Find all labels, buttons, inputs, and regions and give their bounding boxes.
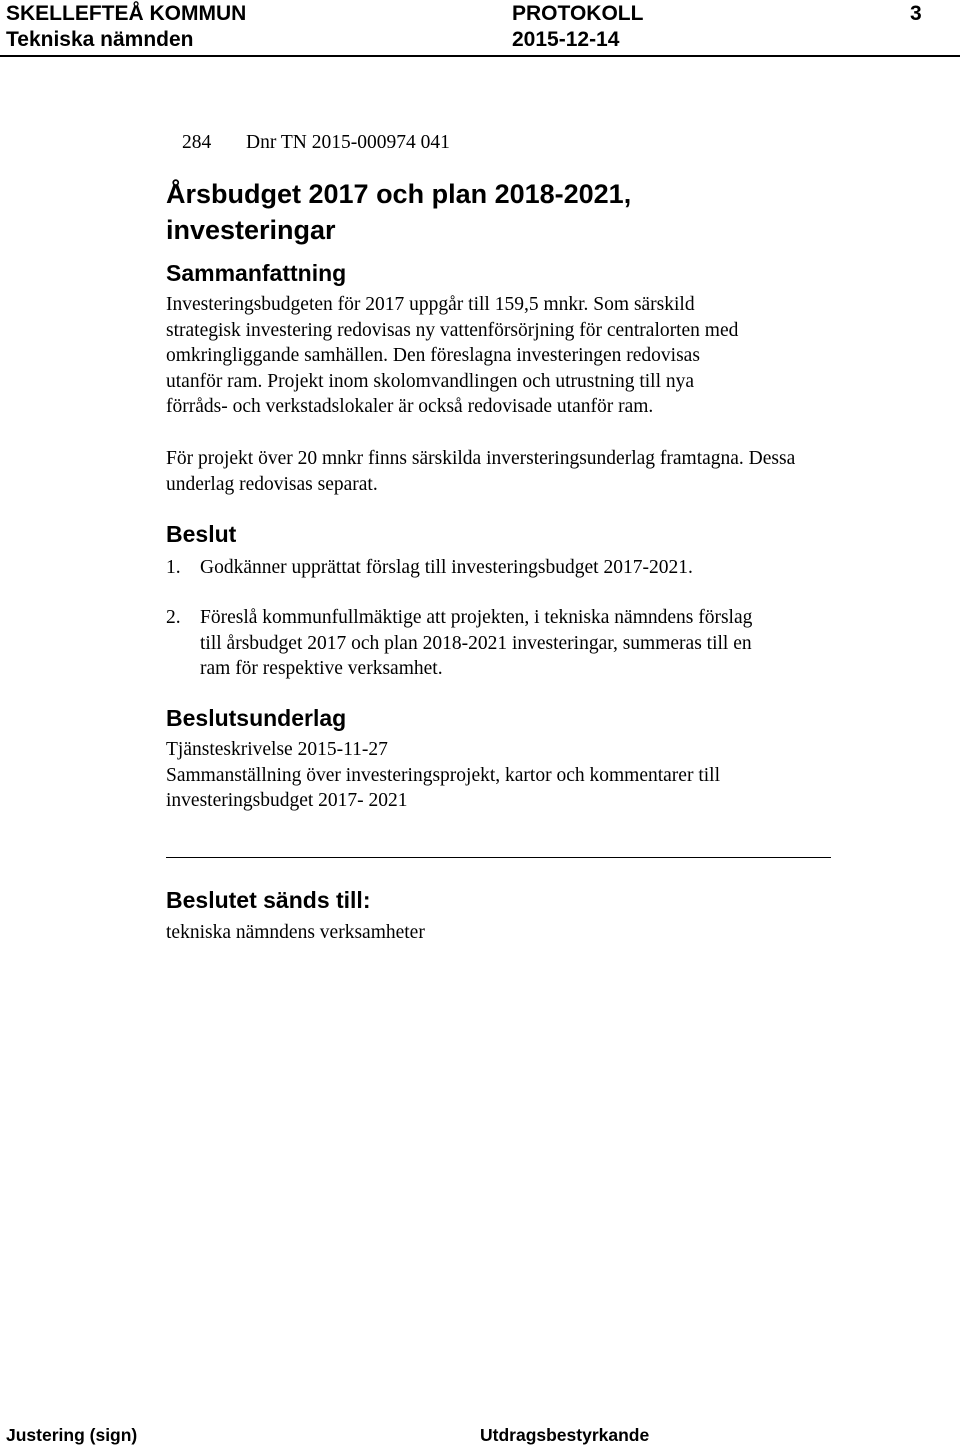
header-divider [0,55,960,57]
decision-item-number: 1. [166,557,181,578]
summary-line: förråds- och verkstadslokaler är också redovisade utanför ram. [166,396,654,417]
summary-line: Investeringsbudgeten för 2017 uppgår till 159,5 mnkr. Som särskild [166,294,695,315]
decision-item-text [200,605,752,682]
decision-item-1 [166,555,866,581]
decision-item-text: Godkänner upprättat förslag till investeringsbudget 2017-2021. [200,557,693,578]
summary-paragraph-1 [166,292,738,420]
paragraph-number: 284 [182,132,212,153]
sent-to-recipient: tekniska nämndens verksamheter [166,922,425,943]
summary-line: strategisk investering redovisas ny vattenförsörjning för centralorten med [166,319,739,341]
summary-line: underlag redovisas separat. [166,473,378,495]
document-type: PROTOKOLL [512,2,644,25]
section-title-line-1: Årsbudget 2017 och plan 2018-2021, [166,179,632,209]
summary-line: omkringliggande samhällen. Den föreslagna investeringen redovisas [166,345,700,366]
decision-item-number: 2. [166,607,181,628]
decision-item-line: till årsbudget 2017 och plan 2018-2021 investeringar, summeras till en [200,632,752,654]
case-reference [166,131,666,155]
organization-name: SKELLEFTEÅ KOMMUN [6,2,247,25]
committee-name: Tekniska nämnden [6,28,194,51]
meeting-date: 2015-12-14 [512,28,620,51]
summary-paragraph-2 [166,446,795,497]
summary-heading: Sammanfattning [166,260,347,286]
page-number: 3 [910,2,922,25]
decision-item-2 [166,605,866,683]
separator-line [166,857,831,858]
summary-line: utanför ram. Projekt inom skolomvandlingen och utrustning till nya [166,370,695,392]
basis-heading: Beslutsunderlag [166,705,347,731]
decision-heading: Beslut [166,521,237,547]
basis-item: Sammanställning över investeringsprojekt, kartor och kommentarer till [166,764,720,786]
basis-item: Tjänsteskrivelse 2015-11-27 [166,739,388,760]
basis-list [166,737,720,814]
sent-to-heading: Beslutet sänds till: [166,887,371,913]
decision-item-line: ram för respektive verksamhet. [200,658,443,679]
summary-line: För projekt över 20 mnkr finns särskilda inversteringsunderlag framtagna. Dessa [166,448,796,469]
footer-extract-certification: Utdragsbestyrkande [480,1425,650,1445]
section-title-line-2: investeringar [166,215,336,245]
decision-item-line: Föreslå kommunfullmäktige att projekten, i tekniska nämndens förslag [200,607,753,628]
page-header [0,0,960,56]
diary-number: Dnr TN 2015-000974 041 [246,132,450,153]
footer-adjustment-sign: Justering (sign) [6,1425,138,1445]
basis-item: investeringsbudget 2017- 2021 [166,790,408,811]
